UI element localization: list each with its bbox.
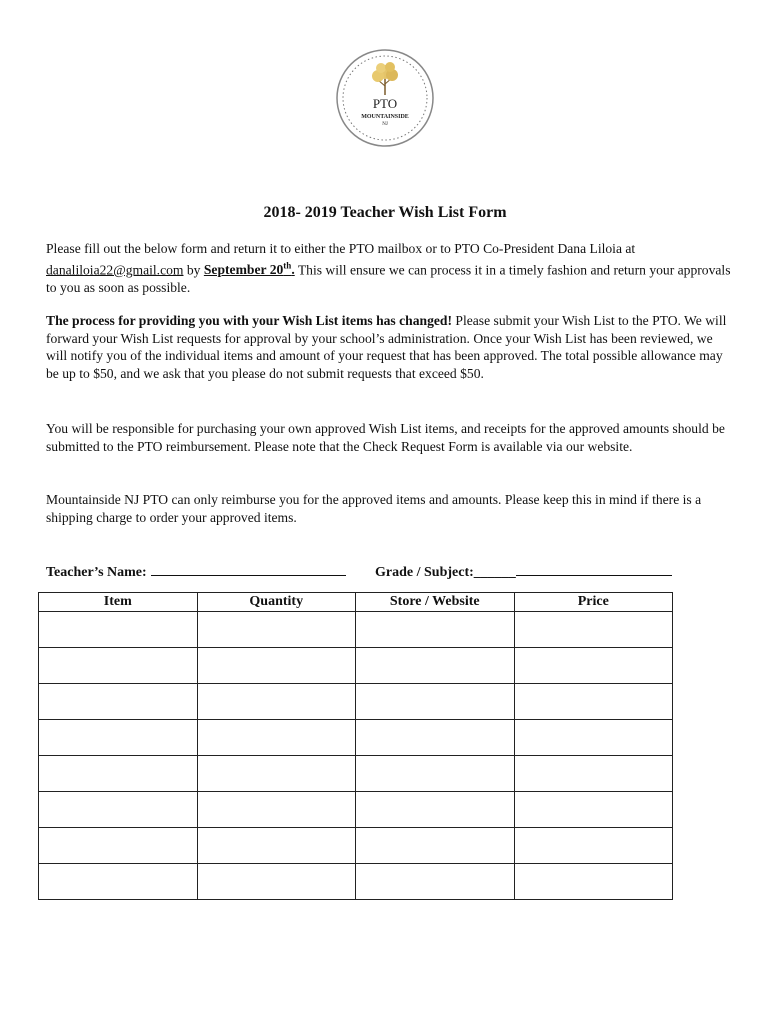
- form-title: 2018- 2019 Teacher Wish List Form: [263, 204, 507, 221]
- store-cell[interactable]: [356, 864, 515, 900]
- table-row: [39, 648, 673, 684]
- store-cell[interactable]: [356, 792, 515, 828]
- quantity-cell[interactable]: [197, 684, 356, 720]
- item-cell[interactable]: [39, 864, 198, 900]
- price-cell[interactable]: [514, 828, 673, 864]
- table-body: [39, 612, 673, 900]
- intro-text-after: This will ensure we can process it in a timely fashion and return your approvals to you as soon as possible.: [46, 262, 731, 295]
- grade-subject-label: Grade / Subject:______: [375, 565, 516, 580]
- item-cell[interactable]: [39, 828, 198, 864]
- header-quantity: Quantity: [197, 593, 356, 612]
- store-cell[interactable]: [356, 828, 515, 864]
- quantity-cell[interactable]: [197, 720, 356, 756]
- reimburse-paragraph: Mountainside NJ PTO can only reimburse you for the approved items and amounts. Please keep this in mind if there is a shipping charge to order your approved items.: [46, 492, 702, 525]
- quantity-cell[interactable]: [197, 864, 356, 900]
- process-paragraph: [46, 312, 736, 382]
- price-cell[interactable]: [514, 792, 673, 828]
- price-cell[interactable]: [514, 684, 673, 720]
- intro-text-by: by: [183, 262, 204, 278]
- header-store: Store / Website: [356, 593, 515, 612]
- header-price: Price: [514, 593, 673, 612]
- teacher-name-label: Teacher’s Name:: [46, 565, 147, 580]
- wish-list-table: [38, 592, 673, 900]
- item-cell[interactable]: [39, 684, 198, 720]
- quantity-cell[interactable]: [197, 828, 356, 864]
- item-cell[interactable]: [39, 720, 198, 756]
- intro-text-before: Please fill out the below form and return it to either the PTO mailbox or to PTO Co-President Dana Liloia at: [46, 241, 636, 256]
- store-cell[interactable]: [356, 720, 515, 756]
- pto-seal-icon: [335, 48, 435, 148]
- email-link[interactable]: danaliloia22@gmail.com: [46, 262, 184, 278]
- table-row: [39, 720, 673, 756]
- deadline-date: September 20th.: [203, 260, 295, 278]
- teacher-name-field[interactable]: [46, 561, 346, 581]
- table-row: [39, 792, 673, 828]
- item-cell[interactable]: [39, 612, 198, 648]
- price-cell[interactable]: [514, 756, 673, 792]
- table-row: [39, 756, 673, 792]
- price-cell[interactable]: [514, 612, 673, 648]
- table-row: [39, 828, 673, 864]
- process-heading: The process for providing you with your Wish List items has changed!: [46, 313, 452, 328]
- table-row: [39, 864, 673, 900]
- quantity-cell[interactable]: [197, 792, 356, 828]
- logo-main-text: PTO: [372, 96, 398, 111]
- intro-paragraph: [46, 240, 736, 296]
- quantity-cell[interactable]: [197, 756, 356, 792]
- grade-subject-field[interactable]: [375, 561, 672, 581]
- teacher-name-line[interactable]: [151, 561, 346, 576]
- price-cell[interactable]: [514, 720, 673, 756]
- item-cell[interactable]: [39, 648, 198, 684]
- item-cell[interactable]: [39, 792, 198, 828]
- quantity-cell[interactable]: [197, 648, 356, 684]
- quantity-cell[interactable]: [197, 612, 356, 648]
- store-cell[interactable]: [356, 756, 515, 792]
- logo-sub-text: MOUNTAINSIDE: [361, 114, 409, 120]
- store-cell[interactable]: [356, 612, 515, 648]
- purchase-paragraph: You will be responsible for purchasing your own approved Wish List items, and receipts for the approved amounts should be submitted to the PTO reimbursement. Please note that the Check Request Form is available via our website.: [46, 421, 725, 454]
- process-text: Please submit your Wish List to the PTO. We will forward your Wish List requests for approval by your school’s administration. Once your Wish List has been reviewed, we will notify you of the individual items and amount of your request that has been approved. The total possible allowance may be up to $50, and we ask that you please do not submit requests that exceed $50.: [46, 313, 727, 381]
- header-item: Item: [39, 593, 198, 612]
- store-cell[interactable]: [356, 684, 515, 720]
- grade-subject-line[interactable]: [516, 561, 672, 576]
- price-cell[interactable]: [514, 864, 673, 900]
- store-cell[interactable]: [356, 648, 515, 684]
- price-cell[interactable]: [514, 648, 673, 684]
- item-cell[interactable]: [39, 756, 198, 792]
- table-header-row: [39, 593, 673, 612]
- table-row: [39, 612, 673, 648]
- table-row: [39, 684, 673, 720]
- logo-state-text: NJ: [382, 122, 388, 127]
- pto-logo: [335, 48, 435, 148]
